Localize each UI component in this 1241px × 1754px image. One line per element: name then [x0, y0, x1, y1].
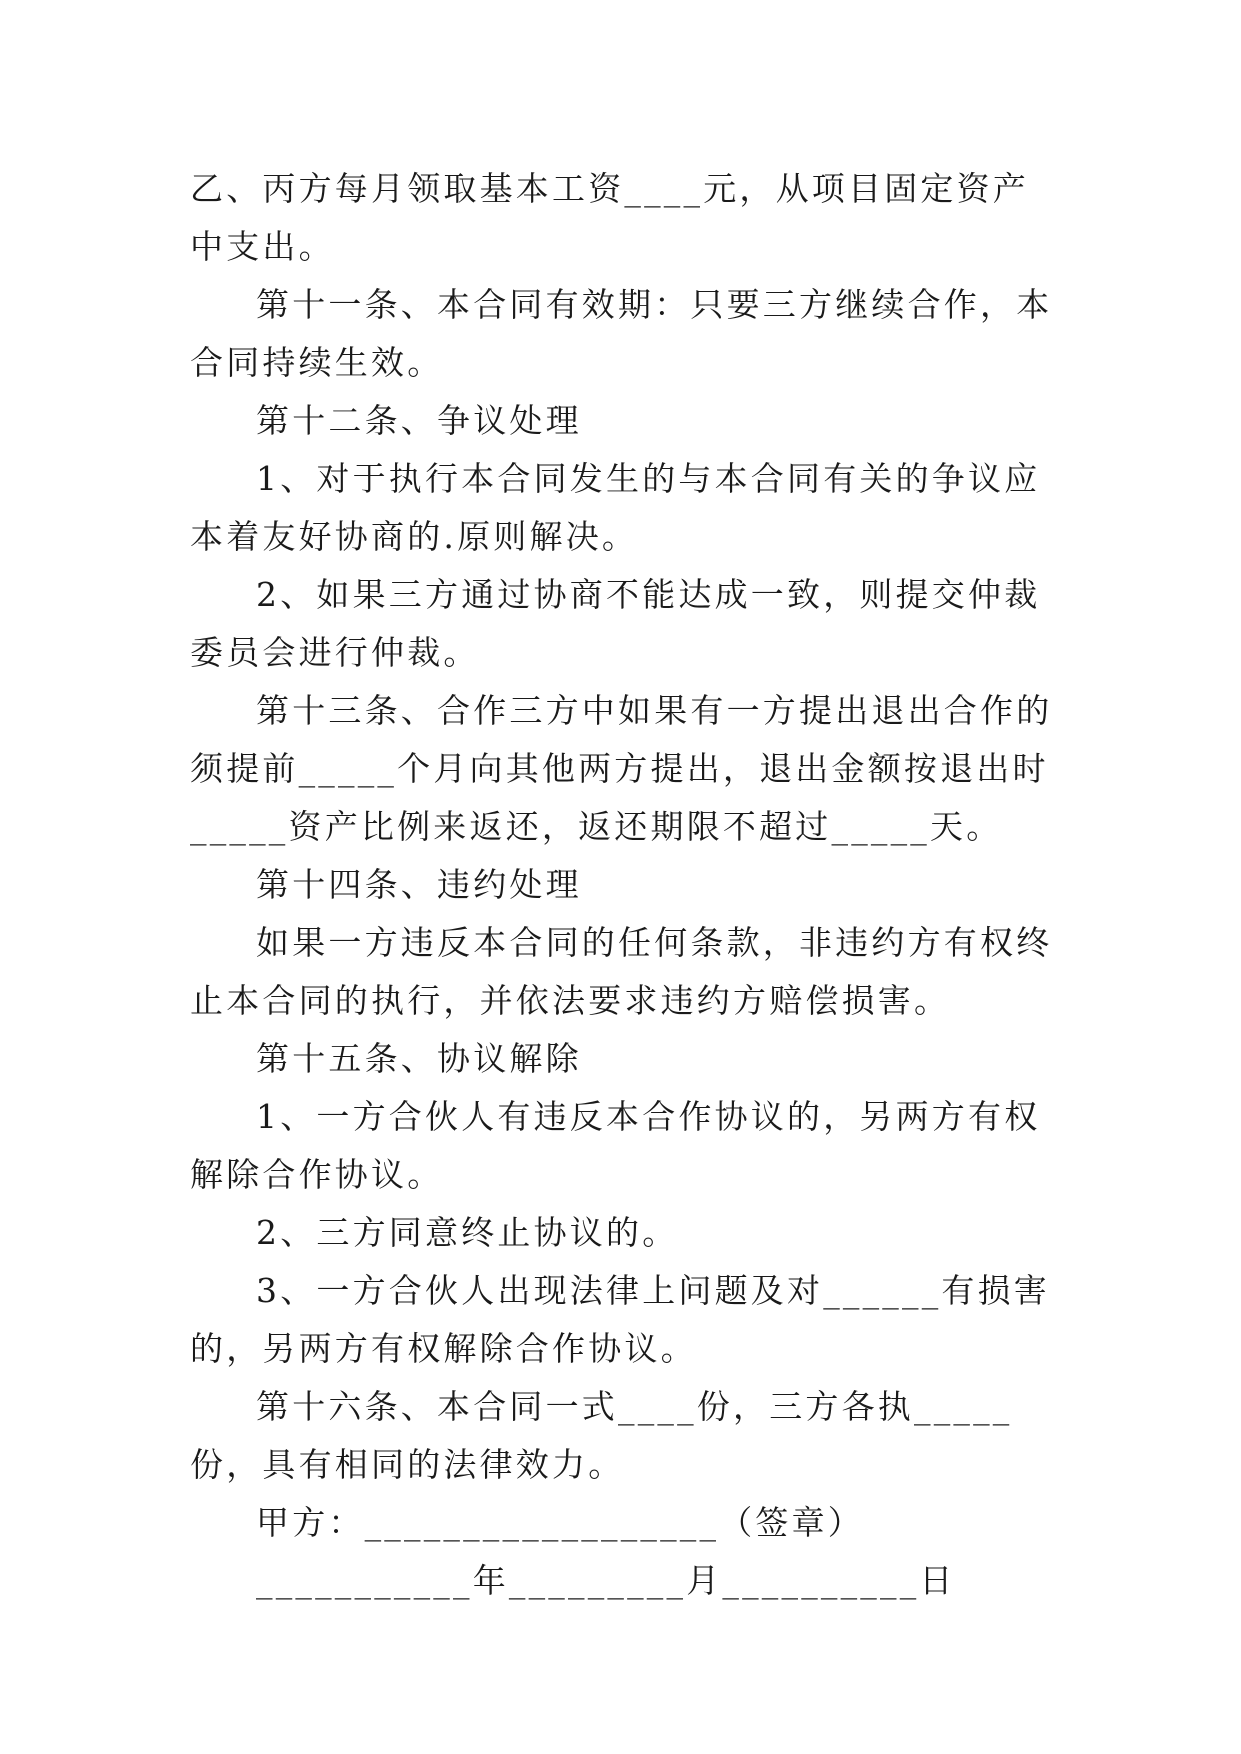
paragraph-article-13: 第十三条、合作三方中如果有一方提出退出合作的须提前_____个月向其他两方提出，退出金额按退出时_____资产比例来返还，返还期限不超过_____天。 — [190, 691, 1053, 846]
paragraph-article-15-item-1: 1、一方合伙人有违反本合作协议的，另两方有权解除合作协议。 — [190, 1097, 1041, 1194]
signature-date: ___________年_________月__________日 — [256, 1561, 956, 1600]
paragraph-article-16: 第十六条、本合同一式____份，三方各执_____份，具有相同的法律效力。 — [190, 1387, 1013, 1484]
paragraph-article-11: 第十一条、本合同有效期：只要三方继续合作，本合同持续生效。 — [190, 285, 1053, 382]
paragraph-article-12-item-2: 2、如果三方通过协商不能达成一致，则提交仲裁委员会进行仲裁。 — [190, 575, 1041, 672]
paragraph-article-15-item-3: 3、一方合伙人出现法律上问题及对______有损害的，另两方有权解除合作协议。 — [190, 1271, 1050, 1368]
paragraph-article-14: 如果一方违反本合同的任何条款，非违约方有权终止本合同的执行，并依法要求违约方赔偿损害。 — [190, 923, 1053, 1020]
heading-article-15: 第十五条、协议解除 — [256, 1039, 582, 1078]
paragraph-salary: 乙、丙方每月领取基本工资____元，从项目固定资产中支出。 — [190, 169, 1029, 266]
heading-article-14: 第十四条、违约处理 — [256, 865, 582, 904]
heading-article-12: 第十二条、争议处理 — [256, 401, 582, 440]
paragraph-article-12-item-1: 1、对于执行本合同发生的与本合同有关的争议应本着友好协商的.原则解决。 — [190, 459, 1041, 556]
contract-body — [190, 160, 1060, 1610]
paragraph-article-15-item-2: 2、三方同意终止协议的。 — [256, 1213, 679, 1252]
signature-party-a: 甲方：__________________（签章） — [256, 1503, 864, 1542]
